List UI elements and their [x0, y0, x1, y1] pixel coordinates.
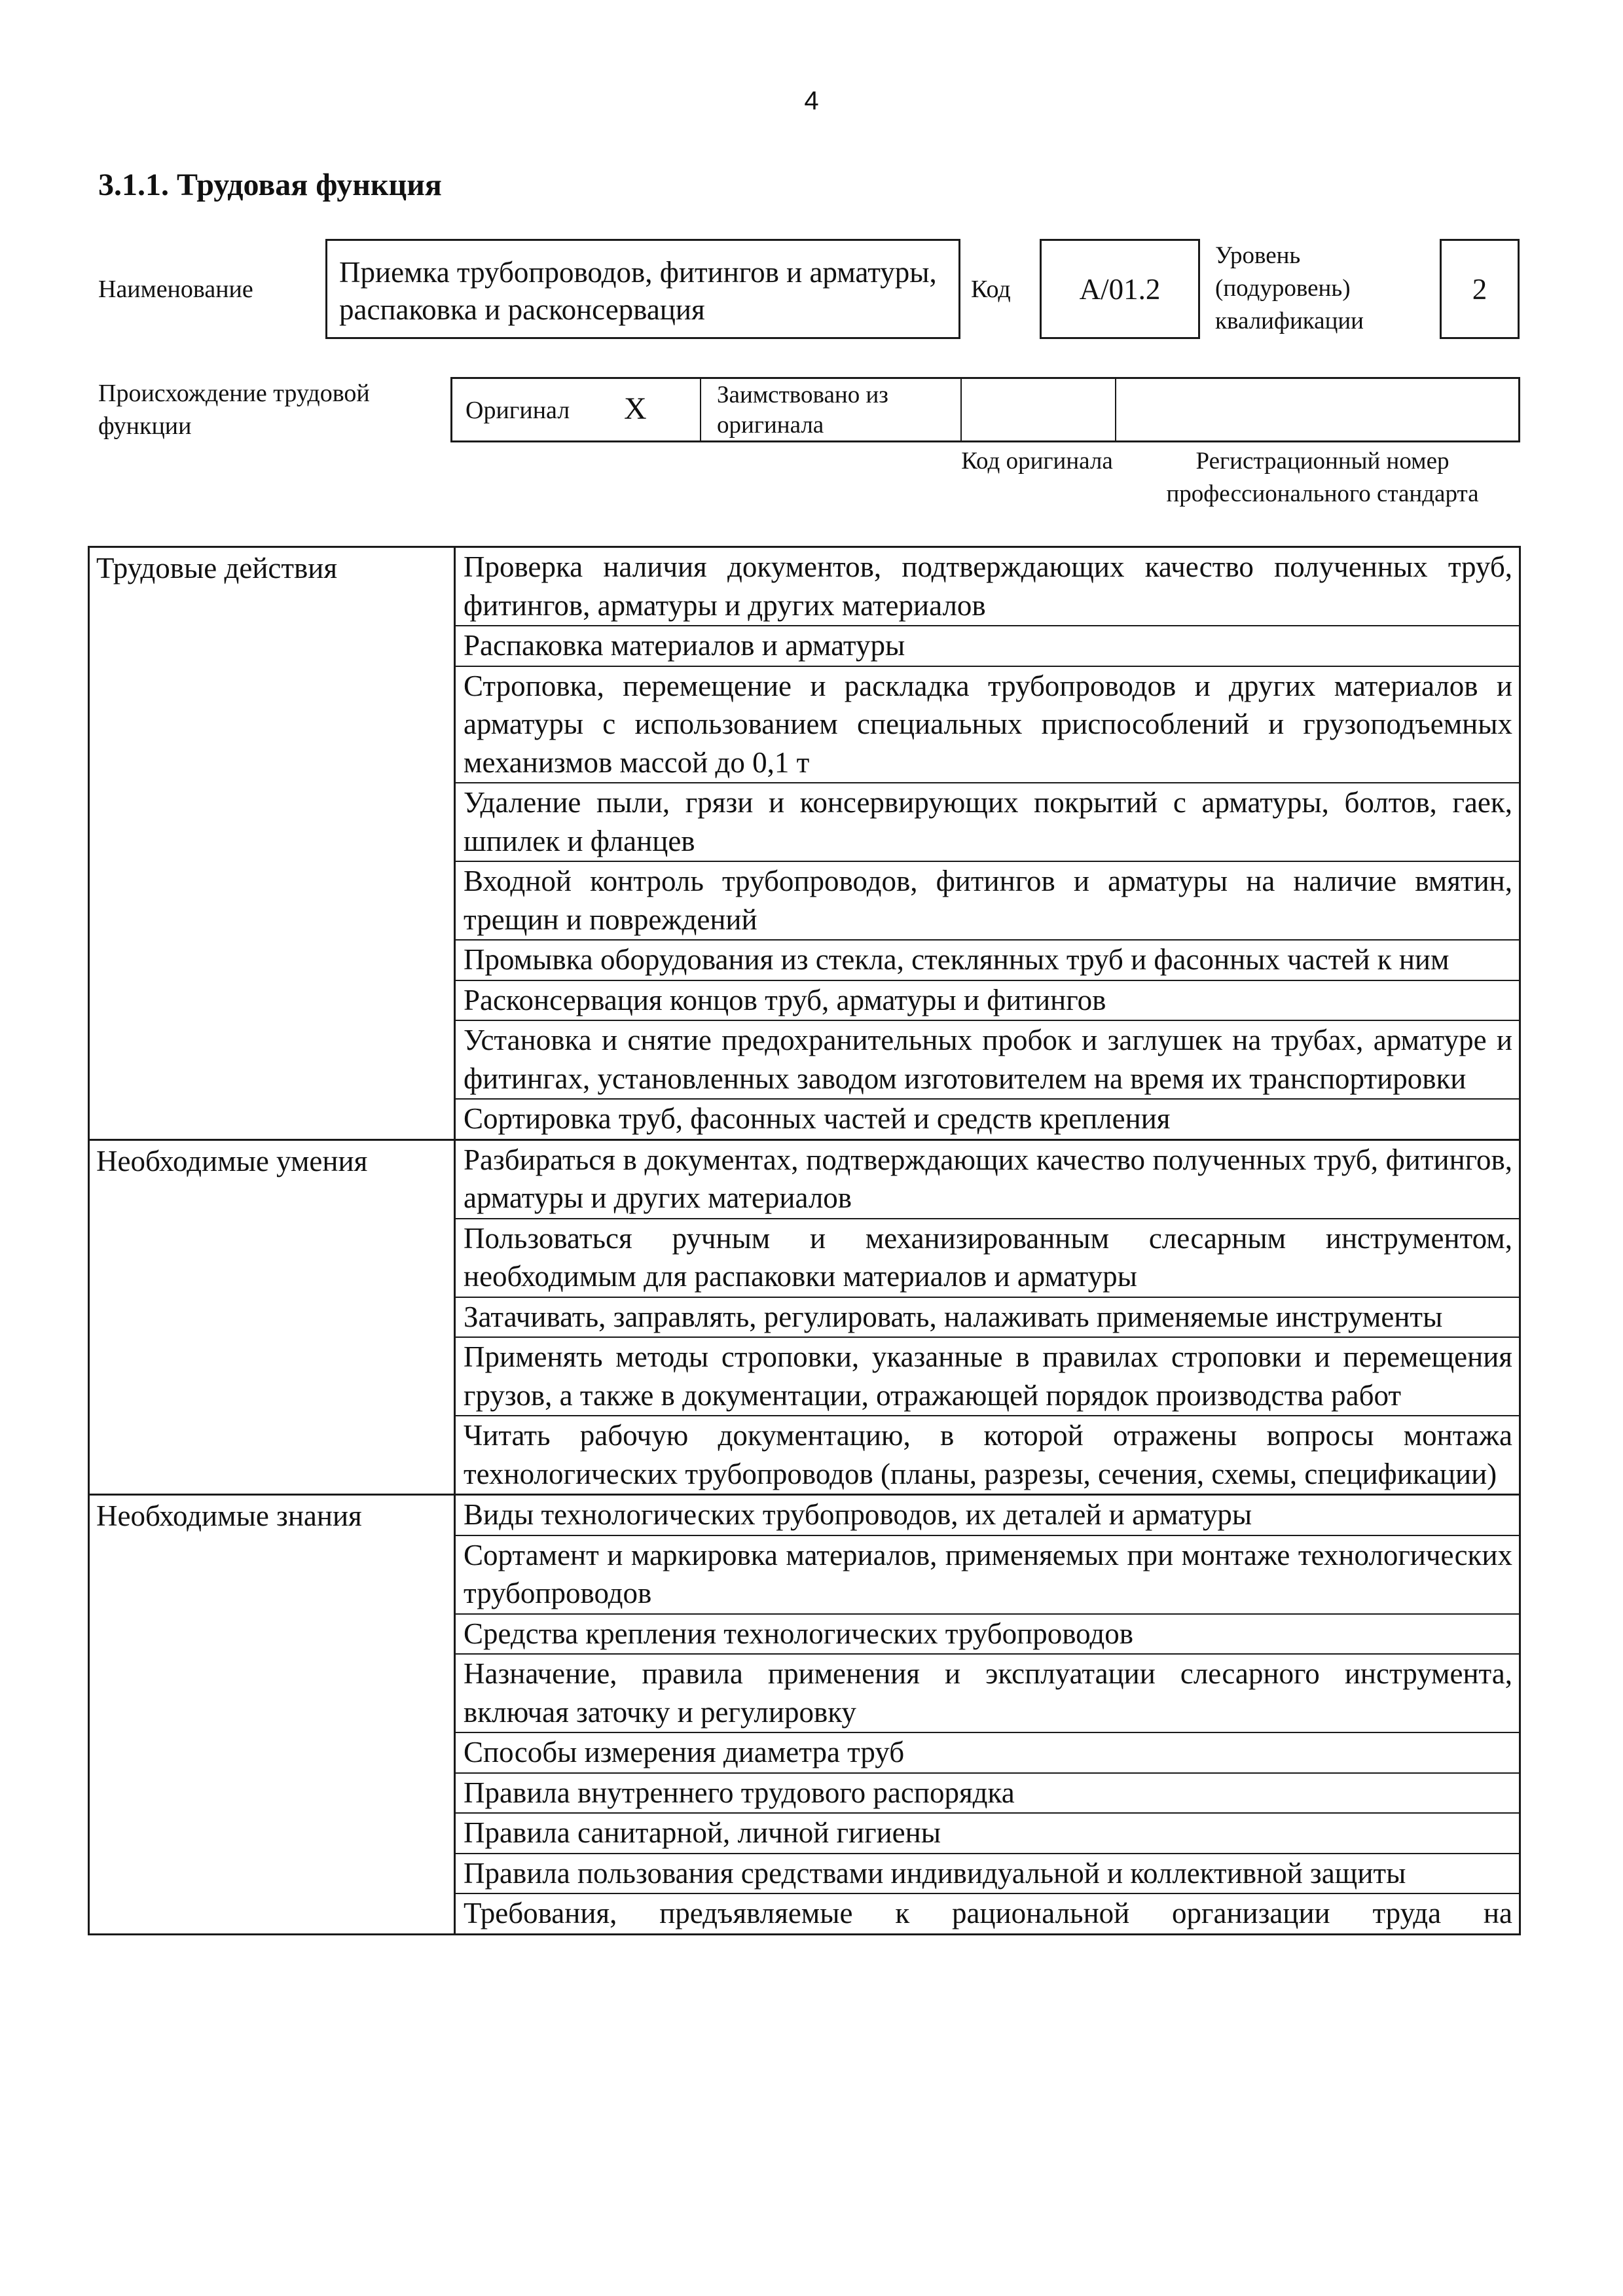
function-name-value: Приемка трубопроводов, фитингов и арматуры, распаковка и расконсервация	[325, 239, 960, 339]
section-title: 3.1.1. Трудовая функция	[98, 168, 442, 202]
list-item: Применять методы строповки, указанные в правилах строповки и перемещения грузов, а также в документации, отражающей порядок производства работ	[456, 1338, 1519, 1416]
original-mark: X	[624, 391, 647, 426]
original-code-cell	[962, 379, 1116, 440]
page-number: 4	[804, 86, 819, 115]
list-item: Способы измерения диаметра труб	[456, 1733, 1519, 1774]
registration-number-cell	[1116, 379, 1518, 440]
section-row-actions	[89, 547, 1520, 1140]
list-item: Сортамент и маркировка материалов, применяемых при монтаже технологических трубопроводов	[456, 1536, 1519, 1615]
section-row-knowledge	[89, 1495, 1520, 1935]
section-items	[455, 547, 1520, 1140]
list-item: Правила внутреннего трудового распорядка	[456, 1774, 1519, 1814]
list-item: Проверка наличия документов, подтверждающих качество полученных труб, фитингов, арматуры и других материалов	[456, 548, 1519, 626]
level-label: Уровень (подуровень) квалификации	[1215, 242, 1364, 334]
list-item: Виды технологических трубопроводов, их деталей и арматуры	[456, 1496, 1519, 1536]
list-item: Читать рабочую документацию, в которой отражены вопросы монтажа технологических трубопроводов (планы, разрезы, сечения, схемы, спецификации)	[464, 1419, 1512, 1490]
list-item: Распаковка материалов и арматуры	[456, 626, 1519, 667]
function-details-table	[88, 546, 1521, 1935]
section-items	[455, 1495, 1520, 1935]
function-code-value: А/01.2	[1040, 239, 1200, 339]
borrowed-label: Заимствовано из оригинала	[701, 379, 962, 440]
section-label: Необходимые умения	[89, 1139, 455, 1495]
registration-caption: Регистрационный номер профессионального стандарта	[1166, 448, 1479, 507]
original-label: Оригинал	[465, 397, 570, 424]
origin-row	[450, 377, 1520, 442]
list-item: Строповка, перемещение и раскладка трубопроводов и других материалов и арматуры с использованием специальных приспособлений и грузоподъемных механизмов массой до 0,1 т	[456, 667, 1519, 784]
list-item: Затачивать, заправлять, регулировать, налаживать применяемые инструменты	[456, 1298, 1519, 1338]
list-item: Требования, предъявляемые к рациональной организации труда на	[464, 1897, 1512, 1929]
list-item: Разбираться в документах, подтверждающих качество полученных труб, фитингов, арматуры и других материалов	[456, 1141, 1519, 1219]
qualification-level-value: 2	[1440, 239, 1520, 339]
list-item: Сортировка труб, фасонных частей и средств крепления	[464, 1102, 1171, 1135]
list-item: Средства крепления технологических трубопроводов	[456, 1615, 1519, 1655]
origin-original-cell	[452, 379, 701, 440]
section-row-skills	[89, 1139, 1520, 1495]
section-label: Трудовые действия	[89, 547, 455, 1140]
list-item: Назначение, правила применения и эксплуатации слесарного инструмента, включая заточку и регулировку	[456, 1655, 1519, 1733]
original-code-caption: Код оригинала	[961, 448, 1113, 475]
list-item: Правила пользования средствами индивидуальной и коллективной защиты	[456, 1854, 1519, 1895]
name-label: Наименование	[98, 276, 253, 303]
list-item: Установка и снятие предохранительных пробок и заглушек на трубах, арматуре и фитингах, установленных заводом изготовителем на время их транспортировки	[456, 1021, 1519, 1100]
list-item: Удаление пыли, грязи и консервирующих покрытий с арматуры, болтов, гаек, шпилек и фланцев	[456, 783, 1519, 862]
origin-label: Происхождение трудовой функции	[98, 380, 370, 440]
list-item: Пользоваться ручным и механизированным слесарным инструментом, необходимым для распаковки материалов и арматуры	[456, 1219, 1519, 1298]
section-items	[455, 1139, 1520, 1495]
section-label: Необходимые знания	[89, 1495, 455, 1935]
code-label: Код	[971, 276, 1011, 303]
list-item: Правила санитарной, личной гигиены	[456, 1814, 1519, 1854]
list-item: Входной контроль трубопроводов, фитингов и арматуры на наличие вмятин, трещин и повреждений	[456, 862, 1519, 941]
list-item: Промывка оборудования из стекла, стеклянных труб и фасонных частей к ним	[456, 941, 1519, 981]
list-item: Расконсервация концов труб, арматуры и фитингов	[456, 981, 1519, 1022]
